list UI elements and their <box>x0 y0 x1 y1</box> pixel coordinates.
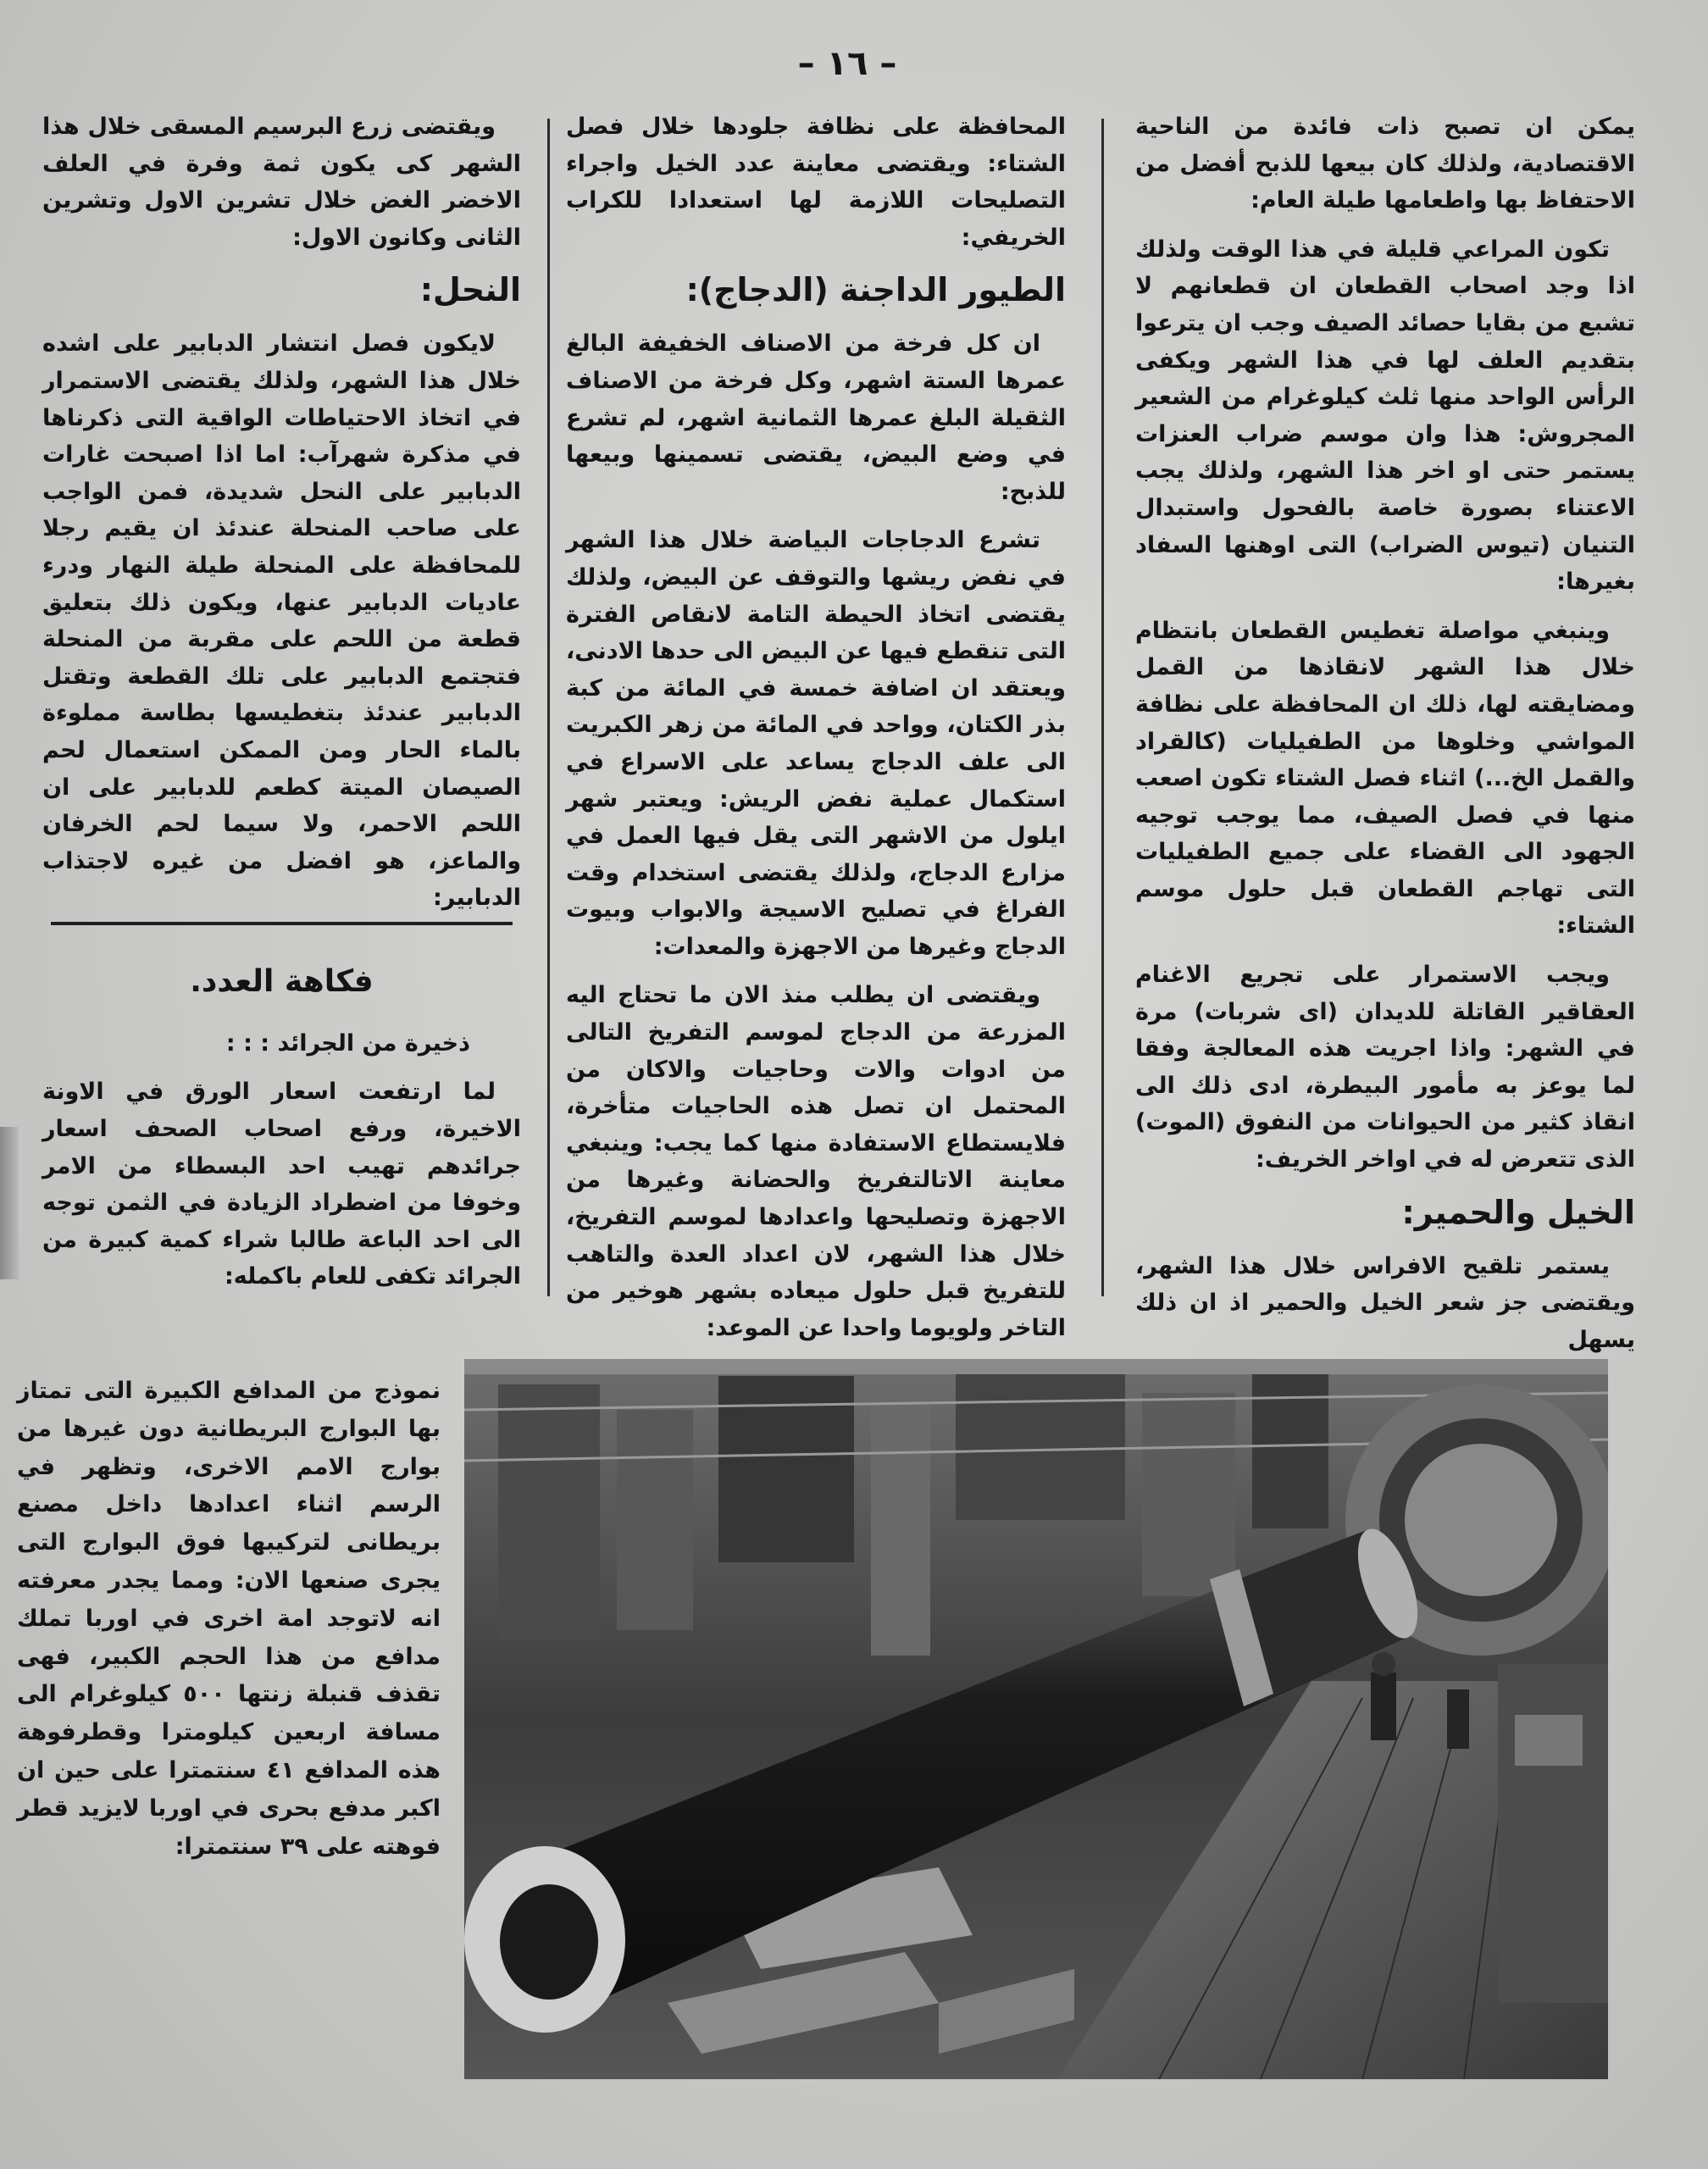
paragraph: يستمر تلقيح الافراس خلال هذا الشهر، ويقتضى جز شعر الخيل والحمير اذ ان ذلك يسهل <box>1135 1252 1635 1353</box>
column-divider <box>547 119 550 1296</box>
paragraph: لما ارتفعت اسعار الورق في الاونة الاخيرة، ورفع اصحاب الصحف اسعار جرائدهم تهيب احد البسطاء من الامر وخوفا من اضطراد الزيادة في الثمن توجه الى احد الباعة طالبا شراء كمية كبيرة من الجرائد تكفى للعام باكمله: <box>42 1079 521 1290</box>
photo-caption <box>17 1373 441 2076</box>
section-divider <box>51 922 513 925</box>
paragraph: ويجب الاستمرار على تجريع الاغنام العقاقير القاتلة للديدان (اى شربات) مرة في الشهر: واذا اجريت هذه المعالجة وفقا لما يوعز به مأمور البيطرة، ادى ذلك الى انقاذ كثير من الحيوانات من النفوق (الموت) الذى تتعرض له في اواخر الخريف: <box>1135 962 1635 1173</box>
factory-gun-photo <box>464 1359 1608 2079</box>
paragraph: المحافظة على نظافة جلودها خلال فصل الشتاء: ويقتضى معاينة عدد الخيل واجراء التصليحات اللازمة لها استعدادا للكراب الخريفي: <box>566 114 1066 251</box>
middle-column <box>566 108 1066 1358</box>
page-number: – ١٦ – <box>797 44 897 83</box>
paragraph: ان كل فرخة من الاصناف الخفيفة البالغ عمرها الستة اشهر، وكل فرخة من الاصناف الثقيلة البلغ عمرها الثمانية اشهر، لم تشرع في وضع البيض، يقتضى تسمينها وبيعها للذبح: <box>566 330 1066 505</box>
caption-text: نموذج من المدافع الكبيرة التى تمتاز بها البوارج البريطانية دون غيرها من بوارج الامم الاخرى، وتظهر في الرسم اثناء اعدادها داخل مصنع بريطانى لتركيبها فوق البوارج التى يجرى صنعها الان: ومما يجدر معرفته انه لاتوجد امة اخرى في اوربا تملك مدافع من هذا الحجم الكبير، فهى تقذف قنبلة زنتها ٥٠٠ كيلوغرام الى مسافة اربعين كيلومترا وقطرفوهة هذه المدافع ٤١ سنتمترا على حين ان اكبر مدفع بحرى في اوربا لايزيد قطر فوهته على ٣٩ سنتمترا: <box>17 1378 441 1860</box>
page-edge-mark <box>0 1127 19 1279</box>
section-heading-poultry: الطيور الداجنة (الدجاج): <box>685 271 1066 309</box>
paragraph: ويقتضى زرع البرسيم المسقى خلال هذا الشهر كى يكون ثمة وفرة في العلف الاخضر الغض خلال تشرين الاول وتشرين الثانى وكانون الاول: <box>42 114 521 251</box>
paragraph: يمكن ان تصبح ذات فائدة من الناحية الاقتصادية، ولذلك كان بيعها للذبح أفضل من الاحتفاظ بها واطعامها طيلة العام: <box>1135 114 1635 214</box>
paragraph: ويقتضى ان يطلب منذ الان ما تحتاج اليه المزرعة من الدجاج لموسم التفريخ التالى من ادوات والات وحاجيات والاكان من المحتمل ان تصل هذه الحاجيات متأخرة، فلايستطاع الاستفادة منها كما يجب: وينبغي معاينة الاتالتفريخ والحضانة وغيرها من الاجهزة وتصليحها واعدادها لموسم التفريخ، خلال هذا الشهر، لان اعداد العدة والتاهب للتفريخ قبل حلول ميعاده بشهر هوخير من التاخر ولويوما واحدا عن الموعد: <box>566 982 1066 1341</box>
section-heading-horses: الخيل والحمير: <box>1401 1193 1635 1231</box>
paragraph: تشرع الدجاجات البياضة خلال هذا الشهر في نفض ريشها والتوقف عن البيض، ولذلك يقتضى اتخاذ الحيطة التامة لانقاص الفترة التى تنقطع فيها عن البيض الى حدها الادنى، ويعتقد ان اضافة خمسة في المائة من كبة بذر الكتان، وواحد في المائة من زهر الكبريت الى علف الدجاج يساعد على الاسراع في استكمال عملية نفض الريش: ويعتبر شهر ايلول من الاشهر التى يقل فيها العمل في مزارع الدجاج، ولذلك يقتضى استخدام وقت الفراغ في تصليح الاسيجة والابواب وبيوت الدجاج وغيرها من الاجهزة والمعدات: <box>566 527 1066 960</box>
right-column <box>1135 108 1635 1370</box>
paragraph: لايكون فصل انتشار الدبابير على اشده خلال هذا الشهر، ولذلك يقتضى الاستمرار في اتخاذ الاحتياطات الواقية التى ذكرناها في مذكرة شهرآب: اما اذا اصبحت غارات الدبابير على النحل شديدة، فمن الواجب على صاحب المنحلة عندئذ ان يقيم رجلا للمحافظة على المنحلة طيلة النهار ودرء عاديات الدبابير عنها، ويكون ذلك بتعليق قطعة من اللحم على مقربة من المنحلة فتجتمع الدبابير على تلك القطعة وتقتل الدبابير عندئذ بتغطيسها بطاسة مملوءة بالماء الحار ومن الممكن استعمال لحم الصيصان الميتة كطعم للدبابير على ان اللحم الاحمر، ولا سيما لحم الخرفان والماعز، هو افضل من غيره لاجتذاب الدبابير: <box>42 330 521 912</box>
section-heading-humor: فكاهة العدد. <box>190 963 374 999</box>
left-column <box>42 108 521 1307</box>
humor-subtitle: ذخيرة من الجرائد : : : <box>225 1029 470 1057</box>
paragraph: وينبغي مواصلة تغطيس القطعان بانتظام خلال هذا الشهر لانقاذها من القمل ومضايقته لها، ذلك ان المحافظة على نظافة المواشي وخلوها من الطفيليات (كالقراد والقمل الخ...) اثناء فصل الشتاء تكون اصعب منها في فصل الصيف، مما يوجب توجيه الجهود الى القضاء على جميع الطفيليات التى تهاجم القطعان قبل حلول موسم الشتاء: <box>1135 617 1635 940</box>
section-heading-bees: النحل: <box>419 271 521 309</box>
column-divider <box>1101 119 1104 1296</box>
naval-gun-illustration <box>464 1359 1608 2079</box>
paragraph: تكون المراعي قليلة في هذا الوقت ولذلك اذا وجد اصحاب القطعان ان قطعانهم لا تشبع من بقايا حصائد الصيف وجب ان يترعوا بتقديم العلف لها في هذا الشهر ويكفى الرأس الواحد منها ثلث كيلوغرام من الشعير المجروش: هذا وان موسم ضراب العنزات يستمر حتى او اخر هذا الشهر، ولذلك يجب الاعتناء بصورة خاصة بالفحول واستبدال التنيان (تيوس الضراب) التى اوهنها السفاد بغيرها: <box>1135 236 1635 596</box>
